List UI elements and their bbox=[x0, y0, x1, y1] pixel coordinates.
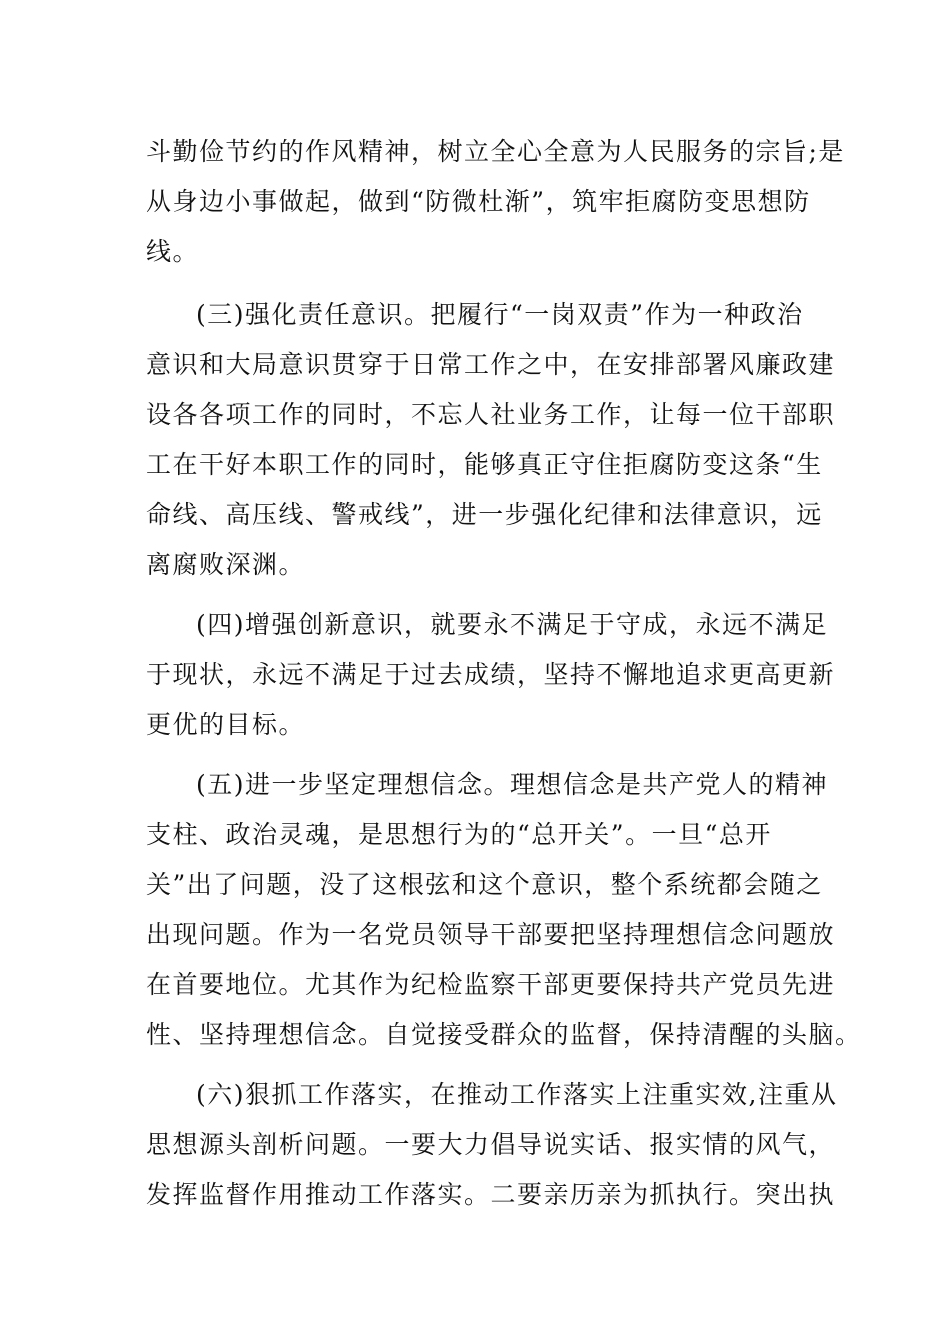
text-line: 斗勤俭节约的作风精神，树立全心全意为人民服务的宗旨;是 bbox=[146, 137, 845, 166]
text-line: 离腐败深渊。 bbox=[146, 550, 306, 579]
text-line: 线。 bbox=[146, 237, 200, 266]
text-line: 思想源头剖析问题。一要大力倡导说实话、报实情的风气， bbox=[146, 1130, 836, 1159]
text-line: 从身边小事做起，做到“防微杜渐”，筑牢拒腐防变思想防 bbox=[146, 187, 811, 216]
text-line: 支柱、政治灵魂，是思想行为的“总开关”。一旦“总开 bbox=[146, 820, 772, 849]
paragraph-start-line: (三)强化责任意识。把履行“一岗双责”作为一种政治 bbox=[196, 300, 804, 329]
text-line: 工在干好本职工作的同时，能够真正守住拒腐防变这条“生 bbox=[146, 450, 823, 479]
text-line: 在首要地位。尤其作为纪检监察干部更要保持共产党员先进 bbox=[146, 970, 836, 999]
paragraph-start-line: (五)进一步坚定理想信念。理想信念是共产党人的精神 bbox=[196, 770, 829, 799]
text-line: 于现状，永远不满足于过去成绩，坚持不懈地追求更高更新 bbox=[146, 660, 836, 689]
text-line: 出现问题。作为一名党员领导干部要把坚持理想信念问题放 bbox=[146, 920, 836, 949]
text-line: 关”出了问题，没了这根弦和这个意识，整个系统都会随之 bbox=[146, 870, 823, 899]
text-line: 性、坚持理想信念。自觉接受群众的监督，保持清醒的头脑。 bbox=[146, 1020, 862, 1049]
paragraph-start-line: (六)狠抓工作落实，在推动工作落实上注重实效,注重从 bbox=[196, 1080, 838, 1109]
text-line: 更优的目标。 bbox=[146, 710, 306, 739]
text-line: 意识和大局意识贯穿于日常工作之中，在安排部署风廉政建 bbox=[146, 350, 836, 379]
text-line: 设各各项工作的同时，不忘人社业务工作，让每一位干部职 bbox=[146, 400, 836, 429]
paragraph-start-line: (四)增强创新意识，就要永不满足于守成，永远不满足 bbox=[196, 610, 829, 639]
text-line: 发挥监督作用推动工作落实。二要亲历亲为抓执行。突出执 bbox=[146, 1180, 836, 1209]
text-line: 命线、高压线、警戒线”，进一步强化纪律和法律意识，远 bbox=[146, 500, 823, 529]
